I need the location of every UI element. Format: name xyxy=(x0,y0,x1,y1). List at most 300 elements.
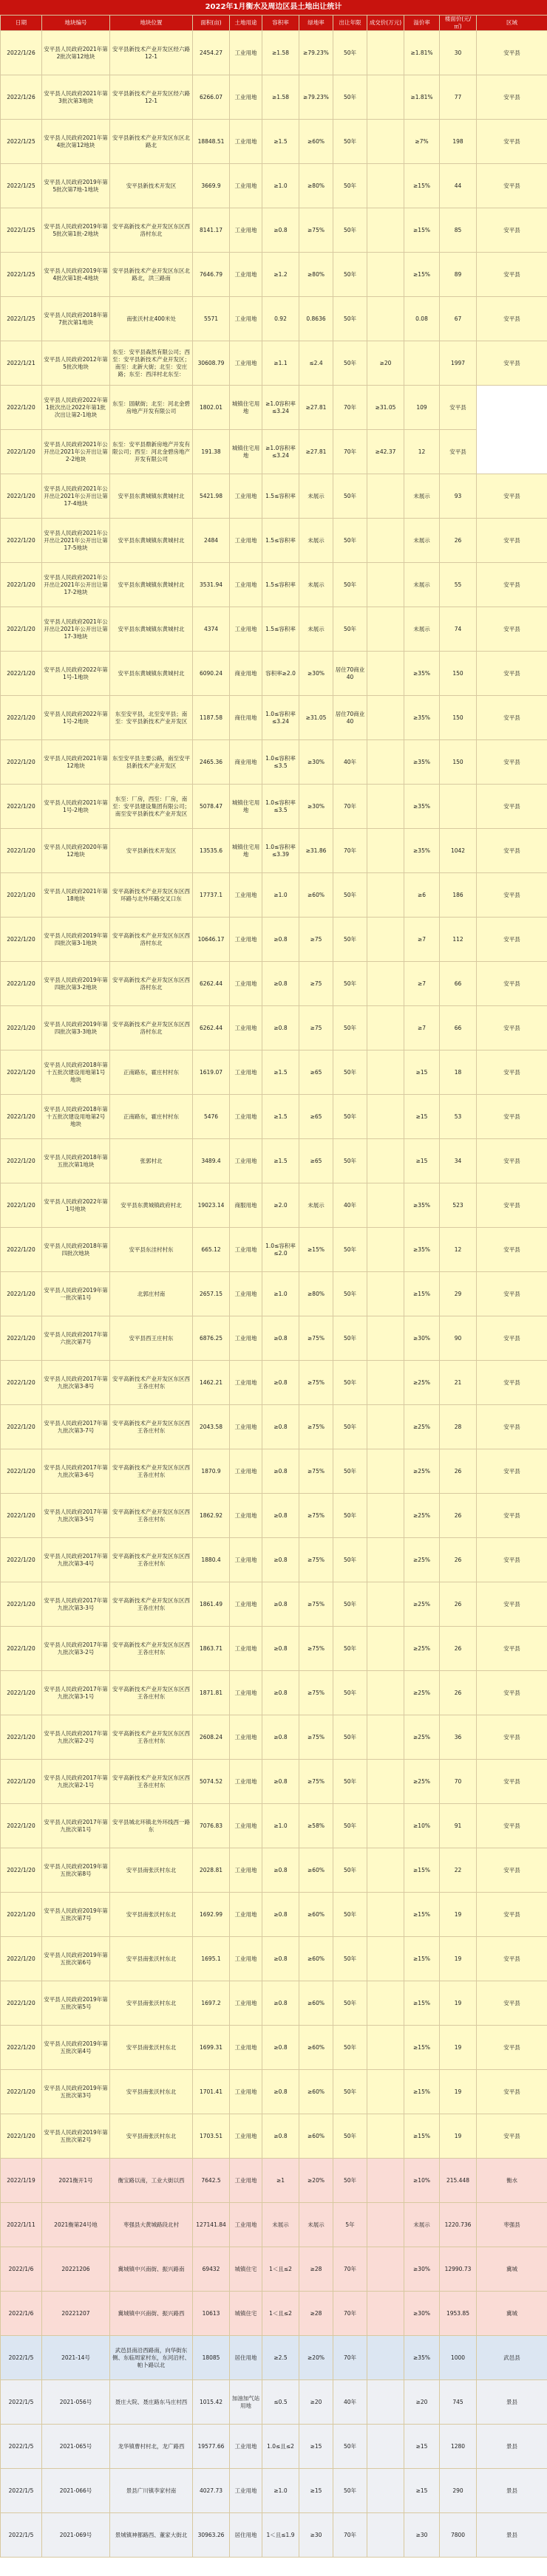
table-cell: 1＜且≤2 xyxy=(262,2247,299,2292)
table-cell: 2022/1/25 xyxy=(1,253,42,297)
table-cell: 2022/1/20 xyxy=(1,1848,42,1893)
table-cell: ≥0.8 xyxy=(262,2026,299,2070)
table-cell: 安平县 xyxy=(477,1095,547,1139)
table-cell: 安平县新技术产业开发区经六路12-1 xyxy=(110,31,193,75)
table-cell: 3489.4 xyxy=(193,1139,230,1183)
table-cell: 安平县人民政府2022年第1批次出让2022年第1批次出让第2-1地块 xyxy=(42,386,110,430)
table-cell: ≥28 xyxy=(299,2292,333,2336)
table-cell: ≥15% xyxy=(404,1937,440,1981)
table-cell: 6090.24 xyxy=(193,652,230,696)
table-cell: 0.92 xyxy=(262,297,299,341)
table-row xyxy=(1,2336,547,2380)
table-row xyxy=(1,1272,547,1316)
table-cell: 2022/1/20 xyxy=(1,1272,42,1316)
table-cell: 未展示 xyxy=(299,2203,333,2247)
table-cell: 1703.51 xyxy=(193,2114,230,2159)
table-cell: 2022/1/20 xyxy=(1,1494,42,1538)
table-cell: ≥0.8 xyxy=(262,1582,299,1627)
table-row xyxy=(1,1937,547,1981)
table-cell: 2022/1/20 xyxy=(1,2026,42,2070)
table-cell: ≥0.8 xyxy=(262,208,299,253)
table-cell: 安平县人民政府2017年第九批次第2-2号 xyxy=(42,1715,110,1760)
table-cell: 安平县 xyxy=(477,1627,547,1671)
table-cell: 安平县南张沃村东北 xyxy=(110,2070,193,2114)
table-cell: 安平县 xyxy=(477,1183,547,1228)
table-cell: 1870.9 xyxy=(193,1449,230,1494)
table-cell: 2022/1/5 xyxy=(1,2469,42,2513)
table-cell: 安平县南张沃村东北 xyxy=(110,1937,193,1981)
column-header: 容积率 xyxy=(262,16,299,31)
table-cell: 1.0≤容积率≤2.0 xyxy=(262,1228,299,1272)
table-cell: 安平县 xyxy=(440,430,477,474)
table-cell: 未展示 xyxy=(299,607,333,652)
table-row xyxy=(1,1316,547,1361)
table-cell: 1187.58 xyxy=(193,696,230,740)
table-cell: 南张沃村北400米处 xyxy=(110,297,193,341)
table-cell: ≥35% xyxy=(404,652,440,696)
table-cell: 衡宝路以南，工业大街以西 xyxy=(110,2159,193,2203)
table-cell: 20221207 xyxy=(42,2292,110,2336)
table-cell xyxy=(367,1582,404,1627)
table-cell: ≥1.1 xyxy=(262,341,299,386)
table-cell: 冀城 xyxy=(477,2247,547,2292)
table-cell: 50年 xyxy=(333,1760,367,1804)
table-row xyxy=(1,253,547,297)
table-cell: 未展示 xyxy=(299,563,333,607)
table-cell: 2022/1/20 xyxy=(1,1937,42,1981)
table-cell: ≥79.23% xyxy=(299,75,333,120)
table-cell: 2022/1/20 xyxy=(1,873,42,918)
table-cell: 50年 xyxy=(333,1050,367,1095)
table-cell: ≥2.0 xyxy=(262,1183,299,1228)
table-cell: 290 xyxy=(440,2469,477,2513)
table-cell: 安平县南张沃村东北 xyxy=(110,1981,193,2026)
table-cell: 安平县 xyxy=(477,962,547,1006)
table-cell: ≥15% xyxy=(404,2114,440,2159)
table-cell: ≥60% xyxy=(299,1893,333,1937)
table-cell: 工业用地 xyxy=(230,341,262,386)
table-cell: 东至：安平县鼎新房地产开发有限公司；西至：河北金碧房地产开发有限公司 xyxy=(110,430,193,474)
table-cell: ≤0.5 xyxy=(262,2380,299,2425)
table-cell: ≥58% xyxy=(299,1804,333,1848)
table-cell: 12 xyxy=(440,1228,477,1272)
table-cell: 工业用地 xyxy=(230,1449,262,1494)
table-cell xyxy=(367,1095,404,1139)
table-cell xyxy=(367,31,404,75)
table-cell: 安平县人民政府2017年第九批次第3-2号 xyxy=(42,1627,110,1671)
table-cell: ≥28 xyxy=(299,2247,333,2292)
table-cell: 2043.58 xyxy=(193,1405,230,1449)
table-cell: 745 xyxy=(440,2380,477,2425)
table-cell: 安平县东黄城镇东黄城村北 xyxy=(110,519,193,563)
table-row xyxy=(1,740,547,785)
table-cell: 1953.85 xyxy=(440,2292,477,2336)
table-cell: 6262.44 xyxy=(193,962,230,1006)
table-cell: 50年 xyxy=(333,1316,367,1361)
table-cell: 50年 xyxy=(333,1981,367,2026)
table-cell: 容积率≥2.0 xyxy=(262,652,299,696)
table-cell: 13535.6 xyxy=(193,829,230,873)
table-cell: 张郭村北 xyxy=(110,1139,193,1183)
table-cell: 安平县 xyxy=(477,1316,547,1361)
table-cell: ≥0.8 xyxy=(262,1627,299,1671)
table-cell: 安平县 xyxy=(477,2114,547,2159)
table-cell: 工业用地 xyxy=(230,1538,262,1582)
table-cell: 2022/1/20 xyxy=(1,1183,42,1228)
table-cell: 2022/1/25 xyxy=(1,208,42,253)
table-cell: 安平县人民政府2017年第九批次第3-1号 xyxy=(42,1671,110,1715)
table-cell: 工业用地 xyxy=(230,1760,262,1804)
page-title: 2022年1月衡水及周边区县土地出让统计 xyxy=(0,0,547,15)
table-cell: 未展示 xyxy=(299,1183,333,1228)
table-cell: 26 xyxy=(440,1449,477,1494)
table-cell: 2022/1/20 xyxy=(1,1893,42,1937)
table-cell xyxy=(367,75,404,120)
table-cell: ≥60% xyxy=(299,1848,333,1893)
table-cell: 1.0≤容积率≤3.5 xyxy=(262,785,299,829)
table-cell: 55 xyxy=(440,563,477,607)
table-cell: 安平县 xyxy=(477,1582,547,1627)
table-cell: 2022/1/11 xyxy=(1,2203,42,2247)
table-cell: 东至：安平县森然有限公司；西至：安平县新技术产业开发区；南至：北新大街；北至：安庄路；东至：西洋村北东至： xyxy=(110,341,193,386)
table-cell: 未展示 xyxy=(299,519,333,563)
table-cell: 50年 xyxy=(333,31,367,75)
table-cell: 0.08 xyxy=(404,297,440,341)
table-cell: ≥35% xyxy=(404,785,440,829)
table-cell: ≥0.8 xyxy=(262,2114,299,2159)
table-cell: 安平县 xyxy=(477,563,547,607)
table-cell: 2022/1/25 xyxy=(1,164,42,208)
table-cell: ≥65 xyxy=(299,1095,333,1139)
table-cell xyxy=(367,1760,404,1804)
table-cell: 0.8636 xyxy=(299,297,333,341)
table-cell: 安平县人民政府2022年第1号-2地块 xyxy=(42,696,110,740)
table-cell: 26 xyxy=(440,1671,477,1715)
table-cell: ≥75% xyxy=(299,1582,333,1627)
table-cell: 30963.26 xyxy=(193,2513,230,2558)
table-cell xyxy=(367,519,404,563)
table-row xyxy=(1,1183,547,1228)
table-row xyxy=(1,1627,547,1671)
table-cell: 89 xyxy=(440,253,477,297)
table-cell: 2021-065号 xyxy=(42,2425,110,2469)
table-cell: 50年 xyxy=(333,341,367,386)
table-cell: ≥25% xyxy=(404,1760,440,1804)
table-cell: 武邑县南沿西路南，向华街东侧、东临周家村东，东河沿村、帕卜路以北 xyxy=(110,2336,193,2380)
table-cell: 34 xyxy=(440,1139,477,1183)
table-row xyxy=(1,1050,547,1095)
table-cell: 2465.36 xyxy=(193,740,230,785)
table-cell: ≥1.0 xyxy=(262,2469,299,2513)
table-cell: 53 xyxy=(440,1095,477,1139)
table-cell: ≥75 xyxy=(299,962,333,1006)
table-cell: 安平县人民政府2019年第一批次第1号 xyxy=(42,1272,110,1316)
table-cell: 127141.84 xyxy=(193,2203,230,2247)
table-cell: 安平县 xyxy=(477,208,547,253)
table-header xyxy=(1,16,547,31)
table-cell: ≥0.8 xyxy=(262,1538,299,1582)
table-cell: 安平县人民政府2019年第五批次第5号 xyxy=(42,1981,110,2026)
table-cell: 城镇住宅用地 xyxy=(230,430,262,474)
table-cell: ≥2.5 xyxy=(262,2336,299,2380)
table-cell: 安平县人民政府2017年第九批次第3-7号 xyxy=(42,1405,110,1449)
table-cell xyxy=(367,2203,404,2247)
table-cell: 2022/1/20 xyxy=(1,430,42,474)
table-cell: 安平县人民政府2017年第九批次第1号 xyxy=(42,1804,110,1848)
table-cell: ≥1.5 xyxy=(262,120,299,164)
table-cell: 50年 xyxy=(333,1671,367,1715)
table-row xyxy=(1,1848,547,1893)
table-cell: 50年 xyxy=(333,2425,367,2469)
table-cell: 安平县人民政府2019年第五批次第6号 xyxy=(42,1937,110,1981)
table-cell: 居住用地 xyxy=(230,2513,262,2558)
table-cell: 安平县新技术产业开发区经六路12-1 xyxy=(110,75,193,120)
table-cell: 安平县 xyxy=(477,1937,547,1981)
table-cell: ≥75 xyxy=(299,1006,333,1050)
table-cell: 安平高新技术产业开发区东区西王各庄村东 xyxy=(110,1715,193,1760)
table-cell: ≥80% xyxy=(299,164,333,208)
table-cell: 安平县东黄城镇东黄城村北 xyxy=(110,652,193,696)
table-cell: ≥25% xyxy=(404,1715,440,1760)
table-cell: 安平县 xyxy=(477,1006,547,1050)
table-cell: 2022/1/20 xyxy=(1,1981,42,2026)
table-cell: ≥75 xyxy=(299,918,333,962)
table-cell xyxy=(367,652,404,696)
table-cell xyxy=(367,120,404,164)
column-header: 区域 xyxy=(477,16,547,31)
table-cell xyxy=(367,2247,404,2292)
table-cell: 5078.47 xyxy=(193,785,230,829)
table-cell: 安平高新技术产业开发区东区西王各庄村东 xyxy=(110,1449,193,1494)
table-cell: 东至：固献街；北至：河北金碧房地产开发有限公司 xyxy=(110,386,193,430)
table-cell: 2021-066号 xyxy=(42,2469,110,2513)
table-cell: 30608.79 xyxy=(193,341,230,386)
table-cell: 安平县人民政府2021年公开出让2021年公开出让第17-4地块 xyxy=(42,474,110,519)
table-cell xyxy=(367,1627,404,1671)
table-cell: 工业用地 xyxy=(230,2114,262,2159)
table-cell: 50年 xyxy=(333,474,367,519)
table-cell: 安平县人民政府2021年第12地块 xyxy=(42,740,110,785)
table-cell: 安平县 xyxy=(477,1405,547,1449)
table-cell: 2022/1/20 xyxy=(1,1095,42,1139)
table-cell: 安平县 xyxy=(477,1538,547,1582)
table-cell: 冀城镇中兴南街、振兴路西 xyxy=(110,2292,193,2336)
table-cell: 1697.2 xyxy=(193,1981,230,2026)
table-cell: 5074.52 xyxy=(193,1760,230,1804)
table-cell: 景县 xyxy=(477,2513,547,2558)
table-cell: 2022/1/20 xyxy=(1,2070,42,2114)
table-cell: ≥15% xyxy=(404,2026,440,2070)
table-cell: 17737.1 xyxy=(193,873,230,918)
table-cell: 77 xyxy=(440,75,477,120)
table-cell: ≥0.8 xyxy=(262,1848,299,1893)
table-cell: ≥65 xyxy=(299,1139,333,1183)
table-cell: 安平高新技术产业开发区东区西王各庄村东 xyxy=(110,1582,193,1627)
table-cell: ≥35% xyxy=(404,2336,440,2380)
table-cell: 安平县 xyxy=(477,164,547,208)
table-cell: 工业用地 xyxy=(230,962,262,1006)
table-cell: ≥6 xyxy=(404,873,440,918)
table-cell: ≥15% xyxy=(404,253,440,297)
table-cell: 安平县 xyxy=(477,696,547,740)
table-cell: 安平县东洼村村东 xyxy=(110,1228,193,1272)
table-cell: ≥30% xyxy=(404,2247,440,2292)
table-row xyxy=(1,785,547,829)
table-cell: 50年 xyxy=(333,1272,367,1316)
table-cell: 2454.27 xyxy=(193,31,230,75)
table-cell: 工业用地 xyxy=(230,208,262,253)
table-cell: 武邑县 xyxy=(477,2336,547,2380)
table-cell: 19 xyxy=(440,2070,477,2114)
table-cell: 50年 xyxy=(333,1627,367,1671)
table-cell: 城镇住宅 xyxy=(230,2247,262,2292)
land-table xyxy=(0,15,547,2558)
table-cell: 7642.5 xyxy=(193,2159,230,2203)
table-cell: 安平县 xyxy=(477,253,547,297)
table-cell: 1695.1 xyxy=(193,1937,230,1981)
table-cell: 69432 xyxy=(193,2247,230,2292)
table-cell: 工业用地 xyxy=(230,519,262,563)
table-cell: 2022/1/20 xyxy=(1,1804,42,1848)
table-cell: ≥0.8 xyxy=(262,1316,299,1361)
table-cell: 安平县人民政府2017年第九批次第3-5号 xyxy=(42,1494,110,1538)
table-cell: 安平县人民政府2019年第4批次第1批-4地块 xyxy=(42,253,110,297)
table-cell: 安平县人民政府2018年第十五批次建设用地第1号地块 xyxy=(42,1050,110,1095)
table-cell: 2022/1/20 xyxy=(1,962,42,1006)
table-cell: 2022/1/6 xyxy=(1,2292,42,2336)
table-cell: ≥35% xyxy=(404,1228,440,1272)
table-cell: 40年 xyxy=(333,1183,367,1228)
table-cell: 枣强县大黄城路段北村 xyxy=(110,2203,193,2247)
table-cell: 安平县新技术开发区 xyxy=(110,829,193,873)
table-cell xyxy=(367,2336,404,2380)
table-cell: 安平高新技术产业开发区东区西洛村东北 xyxy=(110,918,193,962)
table-cell: 安平县人民政府2019年第五批次第3号 xyxy=(42,2070,110,2114)
column-header: 绿地率 xyxy=(299,16,333,31)
table-cell: 2022/1/20 xyxy=(1,1538,42,1582)
table-cell: 未展示 xyxy=(404,607,440,652)
table-cell: 安平县人民政府2017年第九批次第3-6号 xyxy=(42,1449,110,1494)
table-cell: ≥1.2 xyxy=(262,253,299,297)
table-cell: 安平县 xyxy=(477,1848,547,1893)
table-cell: ≥75% xyxy=(299,1760,333,1804)
table-cell: ≥1 xyxy=(262,2159,299,2203)
table-row xyxy=(1,1095,547,1139)
table-cell: 22 xyxy=(440,1848,477,1893)
table-cell: 安平县人民政府2022年第1号地块 xyxy=(42,1183,110,1228)
table-cell: 安平县 xyxy=(477,1760,547,1804)
table-cell: 未展示 xyxy=(299,474,333,519)
table-cell: 1462.21 xyxy=(193,1361,230,1405)
table-row xyxy=(1,1494,547,1538)
table-row xyxy=(1,696,547,740)
table-cell: 工业用地 xyxy=(230,1228,262,1272)
table-cell: 2021-056号 xyxy=(42,2380,110,2425)
table-cell: 安平县人民政府2021年第18地块 xyxy=(42,873,110,918)
table-cell: 50年 xyxy=(333,519,367,563)
table-cell: 景县广川镇李家村南 xyxy=(110,2469,193,2513)
table-cell: ≥60% xyxy=(299,2114,333,2159)
table-cell: 安平县人民政府2021年公开出让2021年公开出让第17-5地块 xyxy=(42,519,110,563)
table-cell: ≥0.8 xyxy=(262,1937,299,1981)
table-row xyxy=(1,2026,547,2070)
table-row xyxy=(1,1228,547,1272)
table-cell: 安平县 xyxy=(477,297,547,341)
table-cell: 工业用地 xyxy=(230,1671,262,1715)
table-cell: 1802.01 xyxy=(193,386,230,430)
table-cell: 2022/1/20 xyxy=(1,740,42,785)
table-cell: 50年 xyxy=(333,1582,367,1627)
table-cell: ≥0.8 xyxy=(262,1715,299,1760)
table-cell: 50年 xyxy=(333,1095,367,1139)
table-cell: 18085 xyxy=(193,2336,230,2380)
table-cell xyxy=(367,297,404,341)
table-cell: ≥1.0容积率≤3.24 xyxy=(262,386,299,430)
table-cell: 50年 xyxy=(333,1405,367,1449)
table-cell: 50年 xyxy=(333,75,367,120)
table-cell: 50年 xyxy=(333,164,367,208)
table-cell: 19 xyxy=(440,1893,477,1937)
table-cell: ≥31.05 xyxy=(367,386,404,430)
table-cell: ≥7 xyxy=(404,1006,440,1050)
table-cell: 1＜且≤2 xyxy=(262,2292,299,2336)
table-cell: 19 xyxy=(440,1937,477,1981)
column-header: 地块位置 xyxy=(110,16,193,31)
table-cell: ≥60% xyxy=(299,1981,333,2026)
table-row xyxy=(1,918,547,962)
table-cell: ≥15% xyxy=(404,1893,440,1937)
table-cell: 景县 xyxy=(477,2469,547,2513)
table-cell: 商服用地 xyxy=(230,1183,262,1228)
table-cell: 安平县人民政府2021年第3批次第3地块 xyxy=(42,75,110,120)
table-cell: 1.0≤容积率≤3.24 xyxy=(262,696,299,740)
table-cell: 93 xyxy=(440,474,477,519)
table-row xyxy=(1,2070,547,2114)
table-row xyxy=(1,607,547,652)
table-cell xyxy=(367,2159,404,2203)
table-cell: 居住用地 xyxy=(230,2336,262,2380)
table-cell: 2608.24 xyxy=(193,1715,230,1760)
table-cell: 安平县人民政府2017年第九批次第3-3号 xyxy=(42,1582,110,1627)
table-cell: 2022/1/25 xyxy=(1,120,42,164)
table-row xyxy=(1,430,547,474)
table-cell: 安平县南张沃村东北 xyxy=(110,2114,193,2159)
table-cell: 50年 xyxy=(333,1006,367,1050)
table-cell: 50年 xyxy=(333,2026,367,2070)
table-cell xyxy=(367,962,404,1006)
table-cell: 150 xyxy=(440,740,477,785)
table-cell: 40年 xyxy=(333,2380,367,2425)
table-cell: 东至安平县，北至安平县；南至：安平县新技术产业开发区 xyxy=(110,696,193,740)
table-cell: 19577.66 xyxy=(193,2425,230,2469)
table-cell: 安平高新技术产业开发区东区西洛村东北 xyxy=(110,208,193,253)
table-cell: 安平县 xyxy=(477,829,547,873)
table-cell: ≥30% xyxy=(404,2292,440,2336)
table-cell: 安平县 xyxy=(477,1671,547,1715)
table-cell: ≥75% xyxy=(299,1538,333,1582)
table-cell: 北郭庄村南 xyxy=(110,1272,193,1316)
table-cell: 2022/1/6 xyxy=(1,2247,42,2292)
table-cell: 安平县南张沃村东北 xyxy=(110,1848,193,1893)
table-cell: 7076.83 xyxy=(193,1804,230,1848)
table-cell: 工业用地 xyxy=(230,873,262,918)
table-cell: 安平县人民政府2019年第四批次第3-3地块 xyxy=(42,1006,110,1050)
table-cell: 50年 xyxy=(333,1715,367,1760)
table-row xyxy=(1,297,547,341)
table-cell: 1.5≤容积率 xyxy=(262,519,299,563)
table-cell: 工业用地 xyxy=(230,1981,262,2026)
table-cell: 2022/1/20 xyxy=(1,652,42,696)
